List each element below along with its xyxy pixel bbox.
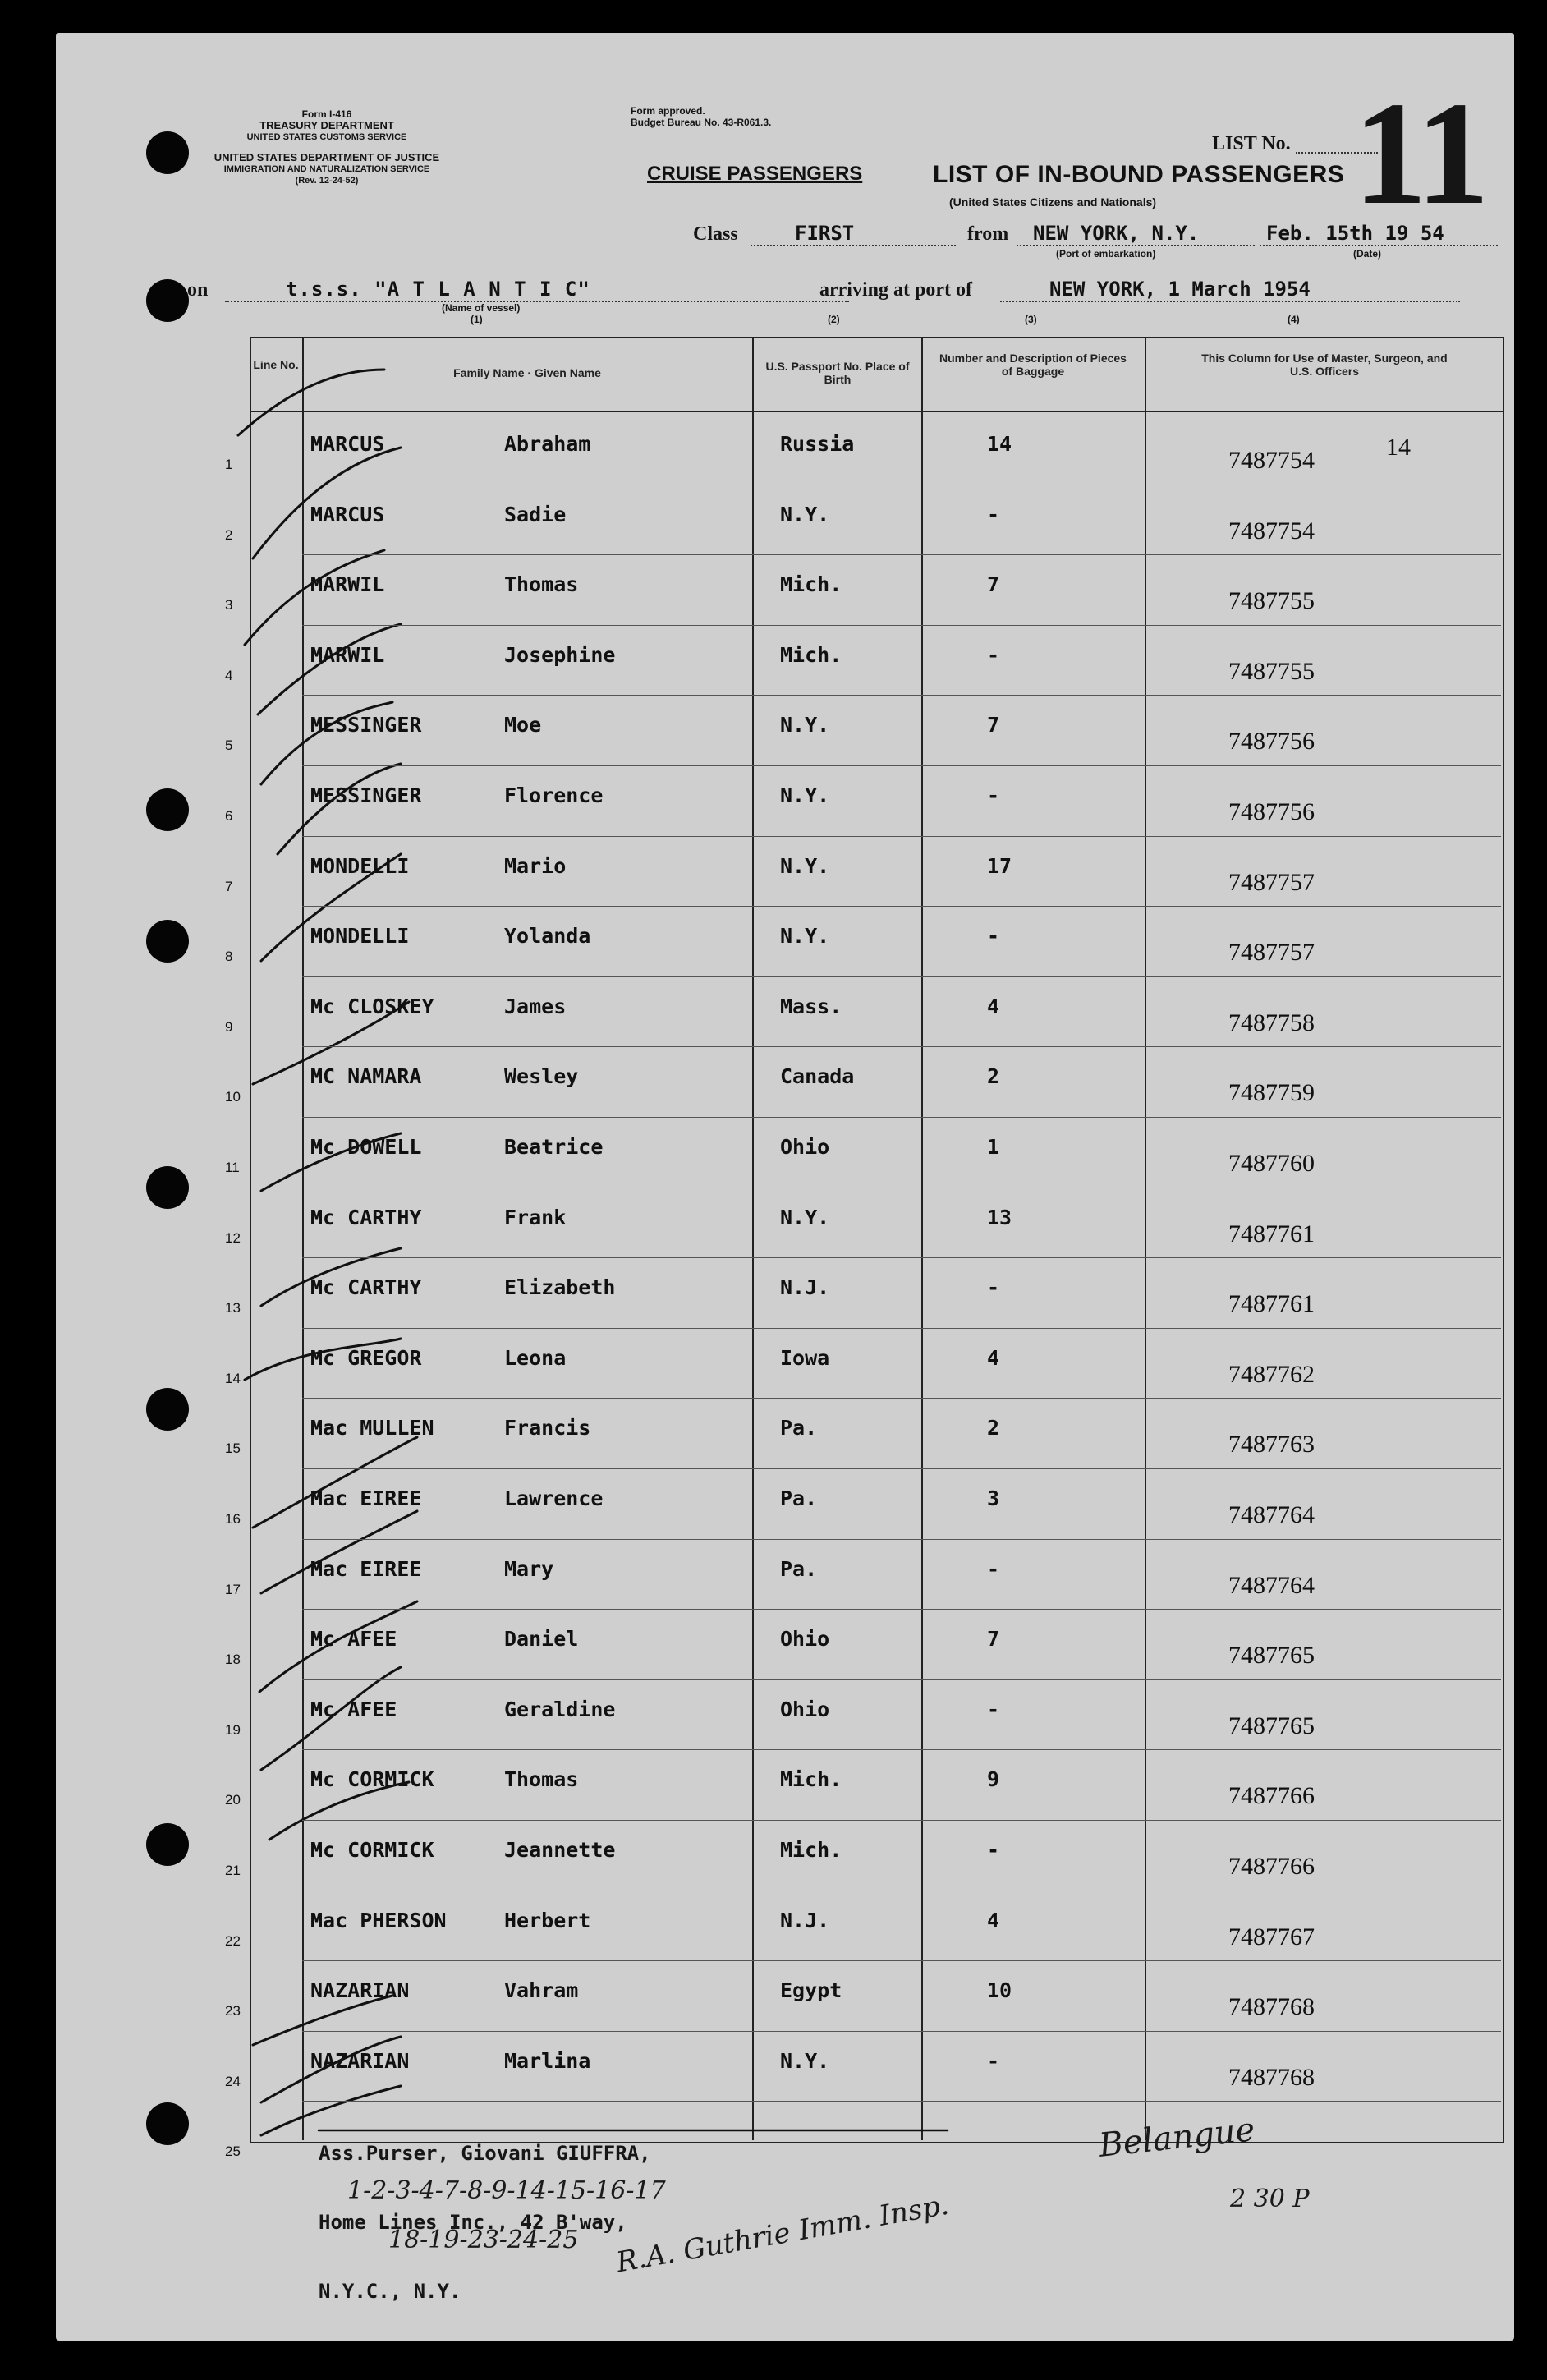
form-block: Form I-416 TREASURY DEPARTMENT UNITED STATES CUSTOMS SERVICE bbox=[246, 108, 407, 142]
row-line-number: 9 bbox=[225, 1018, 233, 1035]
row-birthplace: Iowa bbox=[780, 1345, 830, 1370]
row-birthplace: Ohio bbox=[780, 1697, 830, 1721]
row-officer-number: 7487756 bbox=[1228, 798, 1315, 825]
row-birthplace: Ohio bbox=[780, 1135, 830, 1159]
row-divider bbox=[302, 1117, 1501, 1118]
cruise-label: CRUISE PASSENGERS bbox=[647, 163, 863, 185]
row-given-name: Thomas bbox=[504, 572, 579, 597]
row-baggage: 10 bbox=[987, 1978, 1012, 2003]
row-birthplace: Pa. bbox=[780, 1556, 818, 1581]
row-birthplace: Mich. bbox=[780, 1767, 842, 1792]
row-family-name: MARCUS bbox=[310, 432, 385, 456]
inspector-signature: R.A. Guthrie Imm. Insp. bbox=[613, 2188, 952, 2280]
row-officer-number: 7487759 bbox=[1228, 1079, 1315, 1107]
from-label: from bbox=[967, 223, 1009, 245]
row-baggage: 2 bbox=[987, 1416, 1000, 1440]
row-divider bbox=[302, 976, 1501, 977]
hand-line-numbers-2: 18-19-23-24-25 bbox=[388, 2226, 579, 2254]
row-line-number: 8 bbox=[225, 949, 233, 965]
row-officer-number: 7487761 bbox=[1228, 1290, 1315, 1318]
row-given-name: Herbert bbox=[504, 1908, 591, 1932]
row-baggage: 4 bbox=[987, 1908, 1000, 1932]
manifest-page bbox=[56, 33, 1514, 2341]
col-header-name: Family Name · Given Name bbox=[453, 366, 601, 379]
row-given-name: Florence bbox=[504, 783, 604, 807]
row-baggage: 9 bbox=[987, 1767, 1000, 1792]
row-family-name: Mc AFEE bbox=[310, 1627, 397, 1652]
row-family-name: MONDELLI bbox=[310, 853, 410, 878]
row-officer-number: 7487755 bbox=[1228, 657, 1315, 685]
col-header-baggage: Number and Description of Pieces of Baggage bbox=[939, 351, 1127, 378]
row-divider bbox=[302, 554, 1501, 555]
row-line-number: 6 bbox=[225, 808, 233, 824]
row-officer-number: 7487757 bbox=[1228, 939, 1315, 967]
port-embark-note: (Port of embarkation) bbox=[1056, 248, 1156, 260]
row-baggage: 7 bbox=[987, 713, 1000, 737]
row-family-name: NAZARIAN bbox=[310, 2048, 410, 2073]
date-value: Feb. 15th 19 54 bbox=[1266, 222, 1444, 245]
row-family-name: Mc CORMICK bbox=[310, 1838, 434, 1862]
page-subtitle: (United States Citizens and Nationals) bbox=[949, 195, 1157, 209]
row-baggage: 14 bbox=[987, 432, 1012, 456]
row-officer-number: 7487764 bbox=[1228, 1501, 1315, 1528]
row-birthplace: N.Y. bbox=[780, 502, 830, 526]
row-officer-number: 7487765 bbox=[1228, 1642, 1315, 1670]
row-baggage: 2 bbox=[987, 1064, 1000, 1089]
row-officer-number: 7487764 bbox=[1228, 1571, 1315, 1599]
row-officer-number: 7487767 bbox=[1228, 1923, 1315, 1950]
vessel-note: (Name of vessel) bbox=[442, 302, 521, 314]
col2-note: (2) bbox=[828, 314, 840, 325]
row-baggage: - bbox=[987, 1275, 1000, 1300]
row-divider bbox=[302, 1328, 1501, 1329]
row-baggage: 17 bbox=[987, 853, 1012, 878]
department-block: UNITED STATES DEPARTMENT OF JUSTICE IMMIGRATION AND NATURALIZATION SERVICE (Rev. 12-24-52) bbox=[213, 151, 440, 186]
row-family-name: Mac MULLEN bbox=[310, 1416, 434, 1440]
row-birthplace: Mass. bbox=[780, 994, 842, 1018]
right-handwritten-time: 2 30 P bbox=[1230, 2185, 1310, 2213]
row-given-name: Geraldine bbox=[504, 1697, 616, 1721]
row-given-name: Jeannette bbox=[504, 1838, 616, 1862]
row-officer-number: 7487766 bbox=[1228, 1782, 1315, 1810]
row-given-name: Vahram bbox=[504, 1978, 579, 2003]
row-birthplace: Mich. bbox=[780, 642, 842, 667]
row-given-name: Leona bbox=[504, 1345, 567, 1370]
row-officer-number: 7487762 bbox=[1228, 1360, 1315, 1388]
row-divider bbox=[302, 1820, 1501, 1821]
class-label: Class bbox=[693, 223, 738, 245]
row-baggage: 7 bbox=[987, 572, 1000, 597]
row-birthplace: Pa. bbox=[780, 1416, 818, 1440]
row-family-name: Mac PHERSON bbox=[310, 1908, 447, 1932]
row-officer-number: 7487763 bbox=[1228, 1431, 1315, 1459]
col-header-passport: U.S. Passport No. Place of Birth bbox=[765, 360, 910, 386]
row-family-name: Mc CLOSKEY bbox=[310, 994, 434, 1018]
row-birthplace: N.Y. bbox=[780, 783, 830, 807]
row-line-number: 18 bbox=[225, 1652, 241, 1668]
row-family-name: Mc DOWELL bbox=[310, 1135, 422, 1159]
row-officer-number: 7487768 bbox=[1228, 1993, 1315, 2021]
row-baggage: - bbox=[987, 1838, 1000, 1862]
row-family-name: MC NAMARA bbox=[310, 1064, 422, 1089]
row-line-number: 2 bbox=[225, 526, 233, 543]
row-line-number: 25 bbox=[225, 2143, 241, 2160]
row-baggage: - bbox=[987, 924, 1000, 949]
row-birthplace: N.Y. bbox=[780, 713, 830, 737]
row-given-name: James bbox=[504, 994, 567, 1018]
row-baggage: 1 bbox=[987, 1135, 1000, 1159]
row-divider bbox=[302, 906, 1501, 907]
row-given-name: Francis bbox=[504, 1416, 591, 1440]
row-divider bbox=[302, 765, 1501, 766]
vessel-value: t.s.s. "A T L A N T I C" bbox=[286, 278, 590, 301]
row-birthplace: Mich. bbox=[780, 1838, 842, 1862]
page-title: LIST OF IN-BOUND PASSENGERS bbox=[933, 161, 1345, 188]
row-divider bbox=[302, 1749, 1501, 1750]
col1-note: (1) bbox=[471, 314, 483, 325]
row-divider bbox=[302, 2101, 1501, 2102]
row-given-name: Josephine bbox=[504, 642, 616, 667]
row-family-name: Mc AFEE bbox=[310, 1697, 397, 1721]
row-given-name: Wesley bbox=[504, 1064, 579, 1089]
row-baggage: - bbox=[987, 2048, 1000, 2073]
row-officer-number: 7487754 bbox=[1228, 517, 1315, 544]
row-divider bbox=[302, 1960, 1501, 1961]
row-given-name: Mario bbox=[504, 853, 567, 878]
row-officer-number: 7487757 bbox=[1228, 868, 1315, 896]
row-line-number: 3 bbox=[225, 597, 233, 613]
row-line-number: 11 bbox=[225, 1160, 240, 1175]
from-value: NEW YORK, N.Y. bbox=[1033, 222, 1200, 245]
row-given-name: Daniel bbox=[504, 1627, 579, 1652]
class-value: FIRST bbox=[795, 222, 855, 245]
row-birthplace: N.J. bbox=[780, 1908, 830, 1932]
row-given-name: Frank bbox=[504, 1205, 567, 1229]
row-family-name: MARCUS bbox=[310, 502, 385, 526]
row-officer-number: 7487761 bbox=[1228, 1220, 1315, 1247]
row-divider bbox=[302, 1679, 1501, 1680]
row-given-name: Sadie bbox=[504, 502, 567, 526]
row-line-number: 16 bbox=[225, 1511, 241, 1527]
row-given-name: Elizabeth bbox=[504, 1275, 616, 1300]
row-divider bbox=[302, 695, 1501, 696]
row-line-number: 23 bbox=[225, 2003, 241, 2019]
row-officer-number: 7487756 bbox=[1228, 728, 1315, 756]
row-family-name: MARWIL bbox=[310, 572, 385, 597]
row-line-number: 21 bbox=[225, 1863, 241, 1878]
col-header-line-no: Line No. bbox=[253, 358, 299, 371]
col3-note: (3) bbox=[1025, 314, 1037, 325]
row-line-number: 13 bbox=[225, 1300, 241, 1316]
row-family-name: Mc GREGOR bbox=[310, 1345, 422, 1370]
row-birthplace: Ohio bbox=[780, 1627, 830, 1652]
row-family-name: MESSINGER bbox=[310, 783, 422, 807]
row-family-name: Mc CARTHY bbox=[310, 1275, 422, 1300]
row-line-number: 17 bbox=[225, 1581, 241, 1597]
row-officer-number: 7487755 bbox=[1228, 587, 1315, 615]
list-number: 11 bbox=[1353, 71, 1487, 235]
date-note: (Date) bbox=[1353, 248, 1382, 260]
row-baggage: 4 bbox=[987, 994, 1000, 1018]
row-given-name: Thomas bbox=[504, 1767, 579, 1792]
row-line-number: 4 bbox=[225, 667, 233, 683]
row-family-name: Mac EIREE bbox=[310, 1556, 422, 1581]
row-officer-number: 7487760 bbox=[1228, 1150, 1315, 1177]
arriving-value: NEW YORK, 1 March 1954 bbox=[1049, 278, 1311, 301]
row-divider bbox=[302, 1398, 1501, 1399]
row-birthplace: N.Y. bbox=[780, 853, 830, 878]
row-divider bbox=[302, 1609, 1501, 1610]
row-birthplace: N.Y. bbox=[780, 2048, 830, 2073]
row-birthplace: Canada bbox=[780, 1064, 855, 1089]
row-birthplace: N.J. bbox=[780, 1275, 830, 1300]
row-line-number: 19 bbox=[225, 1721, 241, 1738]
row-officer-number: 7487754 bbox=[1228, 447, 1315, 474]
row-birthplace: Mich. bbox=[780, 572, 842, 597]
row-given-name: Abraham bbox=[504, 432, 591, 456]
row-line-number: 10 bbox=[225, 1089, 241, 1105]
row-baggage: 13 bbox=[987, 1205, 1012, 1229]
row-birthplace: N.Y. bbox=[780, 924, 830, 949]
row-divider bbox=[302, 836, 1501, 837]
col4-note: (4) bbox=[1288, 314, 1300, 325]
right-handwritten-note: Belangue bbox=[1097, 2111, 1257, 2165]
row-officer-number: 7487766 bbox=[1228, 1853, 1315, 1880]
hand-line-numbers-1: 1-2-3-4-7-8-9-14-15-16-17 bbox=[347, 2176, 666, 2205]
row-baggage: - bbox=[987, 1556, 1000, 1581]
row-divider bbox=[302, 2031, 1501, 2032]
row-extra-note: 14 bbox=[1386, 434, 1411, 461]
row-family-name: MARWIL bbox=[310, 642, 385, 667]
row-family-name: Mc CARTHY bbox=[310, 1205, 422, 1229]
row-baggage: - bbox=[987, 1697, 1000, 1721]
row-line-number: 24 bbox=[225, 2073, 241, 2089]
row-officer-number: 7487768 bbox=[1228, 2063, 1315, 2091]
row-line-number: 1 bbox=[225, 457, 233, 472]
row-birthplace: N.Y. bbox=[780, 1205, 830, 1229]
row-line-number: 7 bbox=[225, 878, 233, 894]
list-no-label: LIST No. bbox=[1212, 133, 1291, 154]
row-birthplace: Egypt bbox=[780, 1978, 842, 2003]
row-divider bbox=[302, 1468, 1501, 1469]
row-line-number: 14 bbox=[225, 1370, 241, 1386]
purser-block: Ass.Purser, Giovani GIUFFRA, Home Lines Inc., 42 B'way, N.Y.C., N.Y. bbox=[319, 2142, 651, 2303]
row-baggage: 3 bbox=[987, 1486, 1000, 1510]
row-line-number: 5 bbox=[225, 737, 233, 754]
row-divider bbox=[302, 625, 1501, 626]
row-given-name: Mary bbox=[504, 1556, 554, 1581]
row-birthplace: Russia bbox=[780, 432, 855, 456]
row-divider bbox=[302, 1046, 1501, 1047]
arriving-label: arriving at port of bbox=[819, 279, 972, 301]
col-header-officers: This Column for Use of Master, Surgeon, and U.S. Officers bbox=[1201, 351, 1448, 378]
form-approval: Form approved. Budget Bureau No. 43-R061.3. bbox=[631, 105, 772, 128]
row-birthplace: Pa. bbox=[780, 1486, 818, 1510]
row-given-name: Moe bbox=[504, 713, 542, 737]
row-family-name: Mc CORMICK bbox=[310, 1767, 434, 1792]
row-family-name: NAZARIAN bbox=[310, 1978, 410, 2003]
row-family-name: Mac EIREE bbox=[310, 1486, 422, 1510]
row-officer-number: 7487758 bbox=[1228, 1009, 1315, 1036]
row-baggage: - bbox=[987, 642, 1000, 667]
row-line-number: 22 bbox=[225, 1932, 241, 1949]
row-divider bbox=[302, 1539, 1501, 1540]
row-line-number: 15 bbox=[225, 1440, 241, 1457]
row-given-name: Lawrence bbox=[504, 1486, 604, 1510]
row-divider bbox=[302, 1257, 1501, 1258]
row-given-name: Marlina bbox=[504, 2048, 591, 2073]
row-family-name: MONDELLI bbox=[310, 924, 410, 949]
on-label: on bbox=[187, 279, 209, 301]
row-given-name: Beatrice bbox=[504, 1135, 604, 1159]
row-baggage: - bbox=[987, 783, 1000, 807]
row-line-number: 12 bbox=[225, 1229, 241, 1246]
row-baggage: 7 bbox=[987, 1627, 1000, 1652]
row-officer-number: 7487765 bbox=[1228, 1711, 1315, 1739]
row-baggage: 4 bbox=[987, 1345, 1000, 1370]
row-family-name: MESSINGER bbox=[310, 713, 422, 737]
row-given-name: Yolanda bbox=[504, 924, 591, 949]
row-line-number: 20 bbox=[225, 1792, 241, 1808]
row-baggage: - bbox=[987, 502, 1000, 526]
